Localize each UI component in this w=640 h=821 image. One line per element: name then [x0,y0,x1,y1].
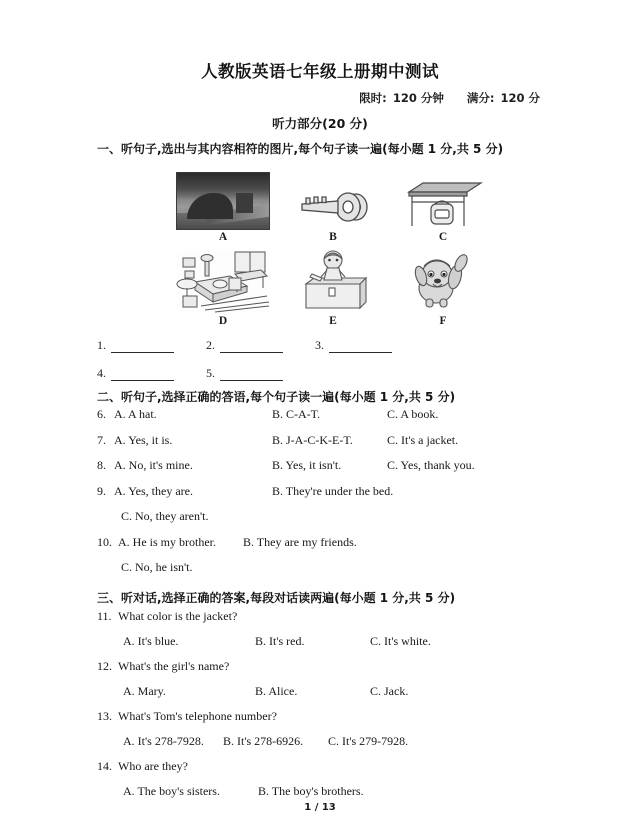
option-c[interactable]: C. It's 279-7928. [328,734,409,748]
option-b[interactable]: B. They're under the bed. [272,483,394,498]
option-c[interactable]: C. It's white. [370,634,431,648]
picture-label: F [439,314,447,327]
answer-blank-4[interactable] [97,366,206,381]
question-6 [97,408,545,420]
exam-meta [357,90,540,106]
section-2-questions [97,408,545,587]
blank-line[interactable] [220,341,283,353]
answer-blanks [97,338,424,394]
blank-line[interactable] [329,341,392,353]
question-11-stem [97,610,545,622]
section-2-heading: 二、听句子,选择正确的答语,每个句子读一遍(每小题 1 分,共 5 分) [97,390,456,404]
option-c[interactable]: C. It's a jacket. [387,432,459,447]
question-13-stem [97,710,545,722]
question-13-options [97,735,545,747]
answer-blank-row [97,338,424,353]
picture-label: C [438,231,448,243]
option-a[interactable]: A. Yes, they are. [114,483,193,498]
option-a[interactable]: A. A hat. [114,407,157,421]
question-number: 6. [97,407,106,421]
section-3-questions [97,610,545,810]
cartoon-dog-icon [406,250,480,314]
question-number: 8. [97,458,106,472]
keys-icon [294,184,372,230]
option-b[interactable]: B. It's 278-6926. [223,734,304,748]
question-12-options [97,685,545,697]
question-number: 14. [97,759,112,773]
question-number: 11. [97,609,112,623]
question-7 [97,434,545,446]
option-b[interactable]: B. J-A-C-K-E-T. [272,432,353,447]
picture-label: D [218,314,228,327]
option-a[interactable]: A. Mary. [123,684,166,698]
blank-number: 2. [206,338,215,352]
picture-option-d [168,244,278,328]
picture-option-c [388,168,498,244]
option-c[interactable]: C. No, he isn't. [121,560,193,574]
option-b[interactable]: B. They are my friends. [243,534,357,549]
section-3-heading: 三、听对话,选择正确的答案,每段对话读两遍(每小题 1 分,共 5 分) [97,591,456,605]
option-c[interactable]: C. Jack. [370,684,409,698]
question-number: 13. [97,709,112,723]
part-heading: 听力部分(20 分) [272,116,368,131]
question-14-stem [97,760,545,772]
page-footer: 1 / 13 [304,802,336,813]
blank-number: 5. [206,366,215,380]
picture-option-e [278,244,388,328]
question-text: What's Tom's telephone number? [118,709,277,723]
question-text: What color is the jacket? [118,609,238,623]
time-limit-label: 限时: [359,91,387,105]
blank-number: 1. [97,338,106,352]
blank-number: 4. [97,366,106,380]
option-a[interactable]: A. Yes, it is. [114,432,173,447]
option-a[interactable]: A. He is my brother. [118,534,216,549]
option-b[interactable]: B. Alice. [255,684,298,698]
picture-grid [168,168,498,327]
question-number: 12. [97,659,112,673]
great-wall-photo [176,172,270,230]
full-score-label: 满分: [466,91,495,105]
option-c[interactable]: C. No, they aren't. [121,509,209,523]
option-a[interactable]: A. It's blue. [123,634,179,648]
question-9-option-c [97,510,545,522]
page-title: 人教版英语七年级上册期中测试 [201,62,439,81]
option-c[interactable]: C. Yes, thank you. [387,458,475,472]
answer-blank-row [97,366,424,381]
option-b[interactable]: B. Yes, it isn't. [272,458,342,472]
answer-blank-3[interactable] [315,338,424,353]
question-9 [97,485,545,497]
question-10-option-c [97,561,545,573]
picture-label: E [329,314,337,327]
question-11-options [97,635,545,647]
question-number: 7. [97,432,106,447]
picture-label: B [329,231,337,243]
full-score-value: 120 分 [500,91,540,105]
blank-line[interactable] [111,341,174,353]
picture-option-a [168,168,278,244]
answer-blank-1[interactable] [97,338,206,353]
answer-blank-2[interactable] [206,338,315,353]
option-b[interactable]: B. C-A-T. [272,407,321,421]
option-b[interactable]: B. The boy's brothers. [258,784,364,798]
question-text: What's the girl's name? [118,659,230,673]
question-10 [97,536,545,548]
picture-option-f [388,244,498,328]
desk-with-backpack-icon [401,178,485,230]
question-14-options [97,785,545,797]
blank-line[interactable] [111,369,174,381]
question-text: Who are they? [118,759,188,773]
question-8 [97,459,545,471]
option-b[interactable]: B. It's red. [255,634,305,648]
question-number: 10. [97,534,112,549]
time-limit-value: 120 分钟 [392,91,444,105]
blank-number: 3. [315,338,324,352]
question-number: 9. [97,483,106,498]
option-a[interactable]: A. The boy's sisters. [123,784,220,798]
question-12-stem [97,660,545,672]
answer-blank-5[interactable] [206,366,315,381]
blank-line[interactable] [220,369,283,381]
option-a[interactable]: A. It's 278-7928. [123,734,204,748]
girl-on-box-icon [296,248,370,314]
living-room-icon [175,248,271,314]
option-c[interactable]: C. A book. [387,407,439,421]
picture-label: A [218,231,228,243]
picture-option-b [278,168,388,244]
option-a[interactable]: A. No, it's mine. [114,458,193,472]
section-1-heading: 一、听句子,选出与其内容相符的图片,每个句子读一遍(每小题 1 分,共 5 分) [97,142,504,156]
